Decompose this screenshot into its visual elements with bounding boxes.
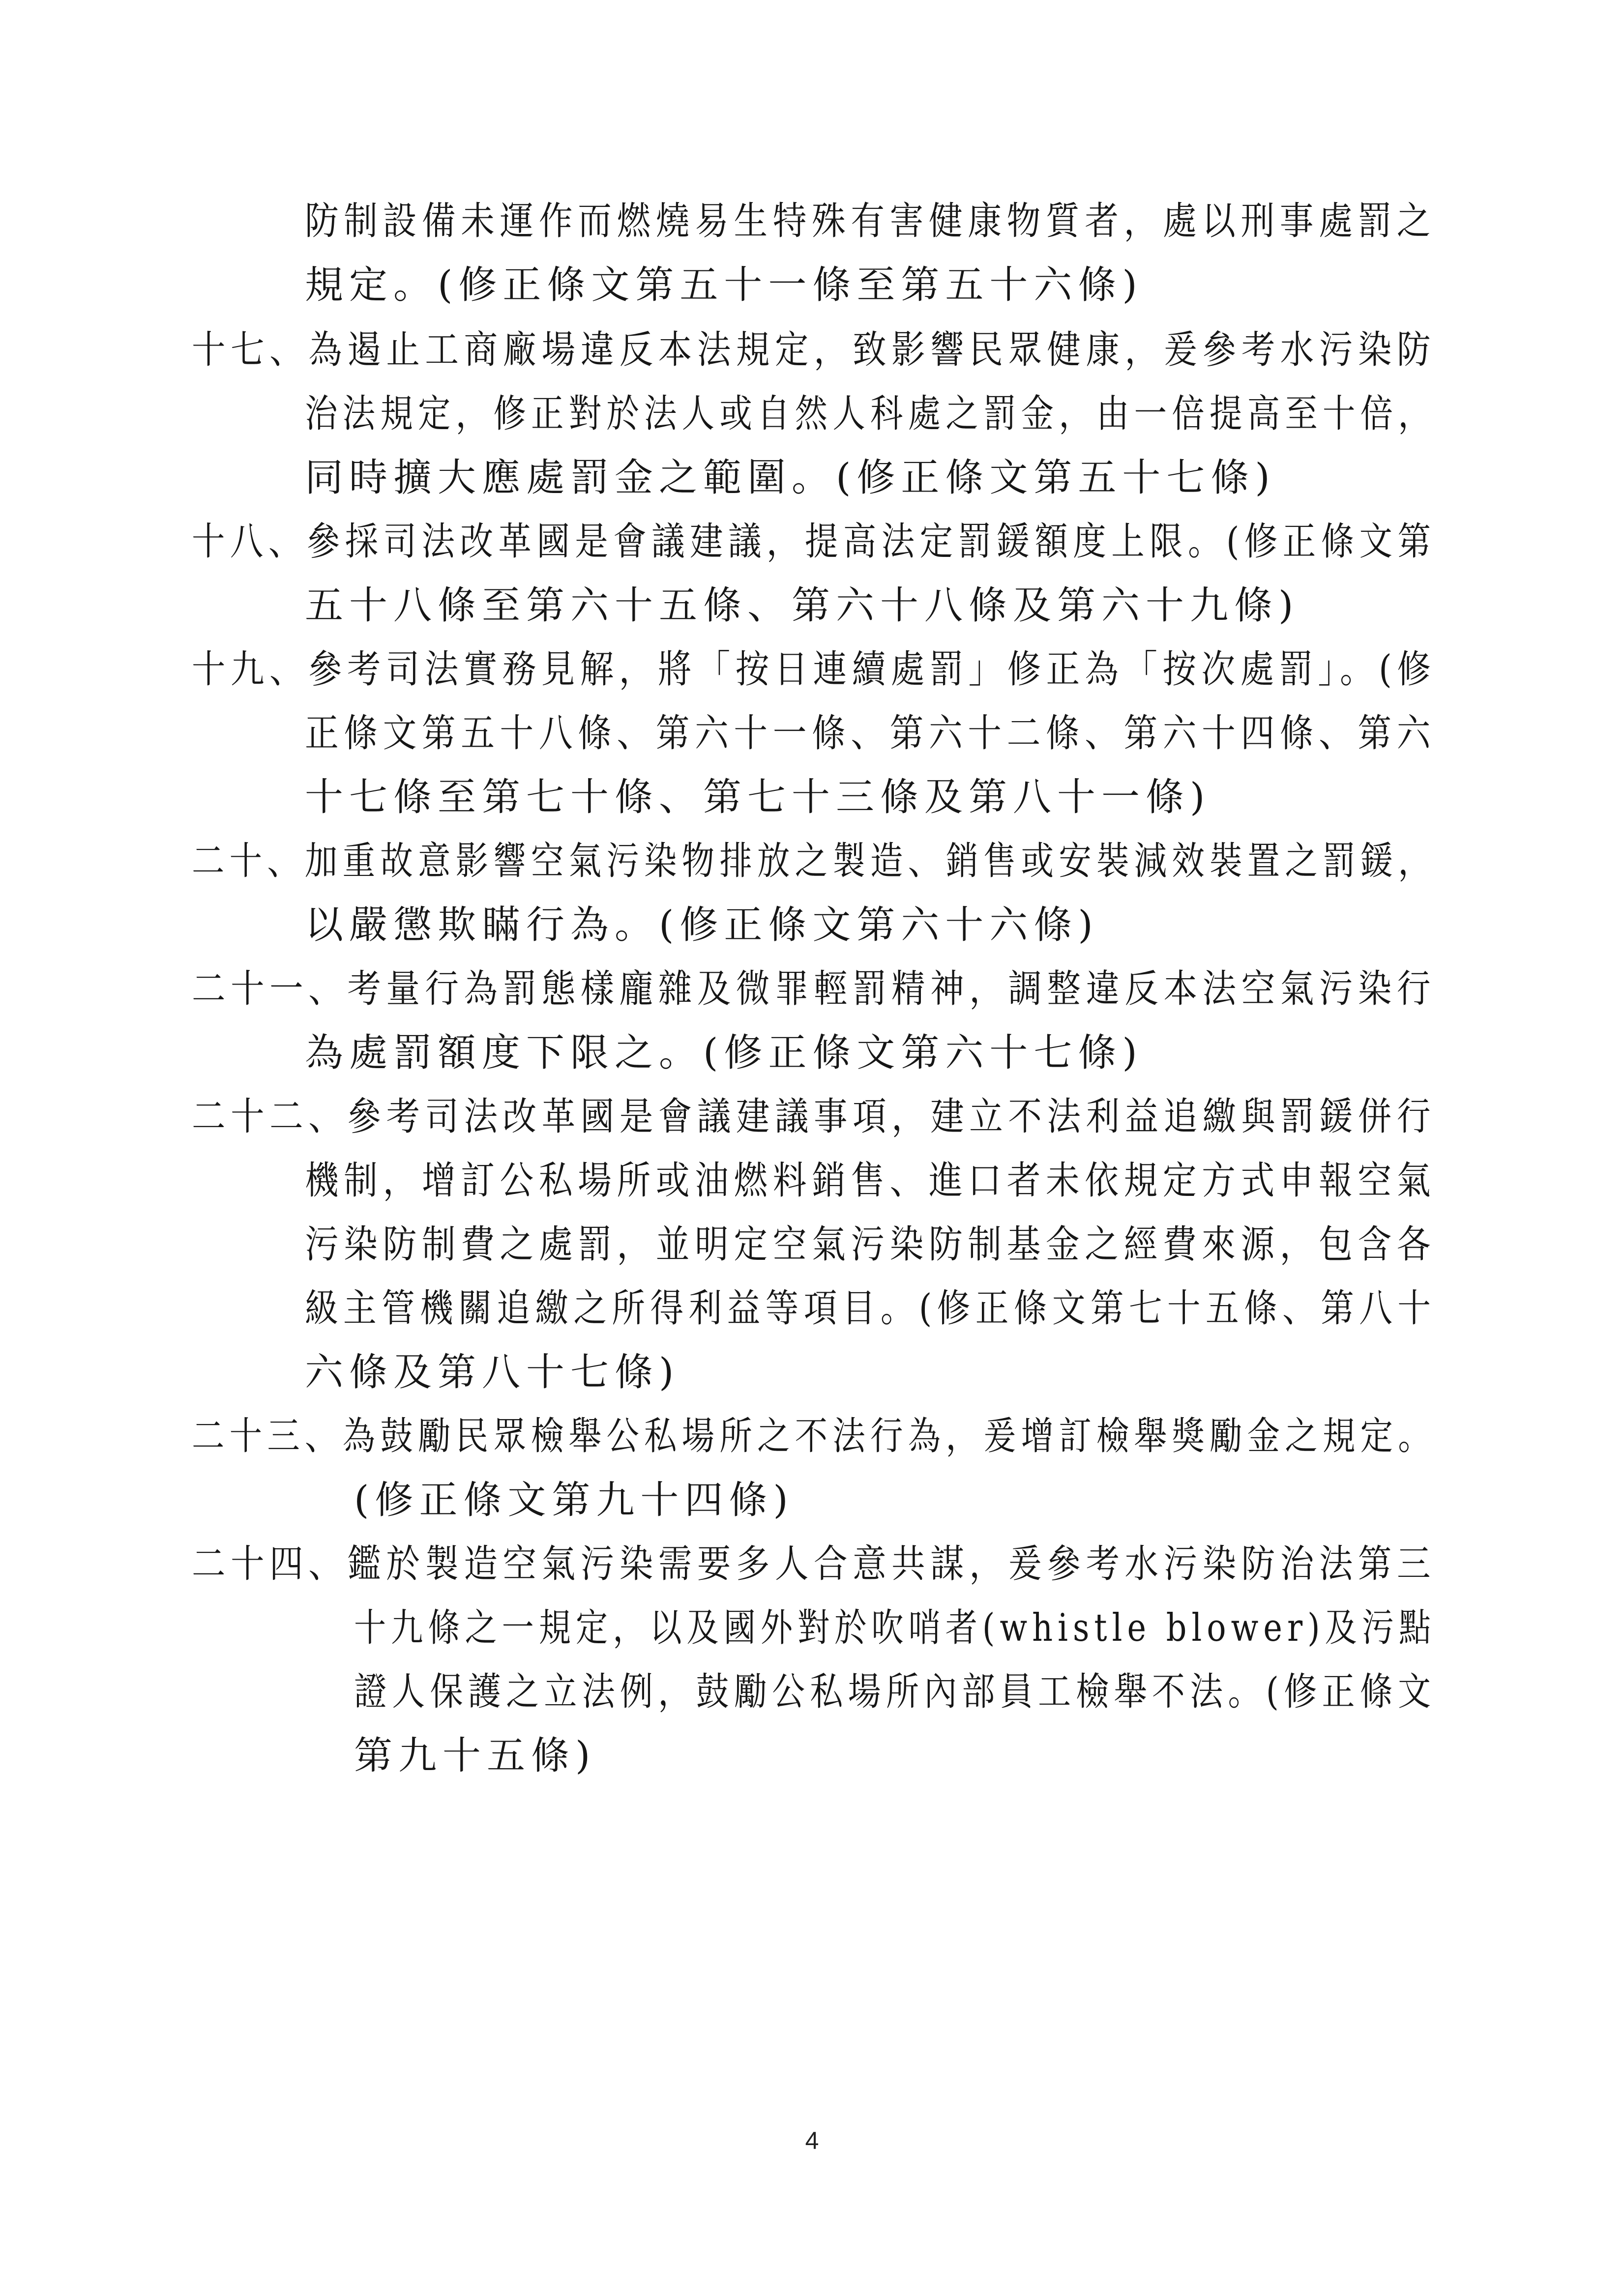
text-line: 二十一、考量行為罰態樣龐雜及微罪輕罰精神，調整違反本法空氣污染行	[192, 967, 1436, 1011]
text-line: 十九條之一規定，以及國外對於吹哨者(whistle blower)及污點	[354, 1606, 1436, 1650]
text-line: 機制，增訂公私場所或油燃料銷售、進口者未依規定方式申報空氣	[305, 1159, 1436, 1203]
text-line: 為處罰額度下限之。(修正條文第六十七條)	[305, 1031, 1143, 1075]
text-line: 同時擴大應處罰金之範圍。(修正條文第五十七條)	[305, 456, 1276, 500]
text-line: 級主管機關追繳之所得利益等項目。(修正條文第七十五條、第八十	[305, 1286, 1436, 1331]
text-line: (修正條文第九十四條)	[354, 1478, 794, 1522]
text-line: 十八、參採司法改革國是會議建議，提高法定罰鍰額度上限。(修正條文第	[192, 520, 1436, 564]
text-line: 治法規定，修正對於法人或自然人科處之罰金，由一倍提高至十倍，	[305, 392, 1436, 436]
text-line: 二十二、參考司法改革國是會議建議事項，建立不法利益追繳與罰鍰併行	[192, 1095, 1436, 1139]
text-line: 以嚴懲欺瞞行為。(修正條文第六十六條)	[305, 903, 1099, 947]
text-line: 十七、為遏止工商廠場違反本法規定，致影響民眾健康，爰參考水污染防	[192, 328, 1436, 372]
text-line: 二十、加重故意影響空氣污染物排放之製造、銷售或安裝減效裝置之罰鍰，	[192, 839, 1436, 883]
text-line: 十七條至第七十條、第七十三條及第八十一條)	[305, 775, 1211, 819]
text-line: 證人保護之立法例，鼓勵公私場所內部員工檢舉不法。(修正條文	[354, 1670, 1436, 1714]
text-line: 規定。(修正條文第五十一條至第五十六條)	[305, 263, 1143, 307]
text-line: 二十三、為鼓勵民眾檢舉公私場所之不法行為，爰增訂檢舉獎勵金之規定。	[192, 1414, 1436, 1458]
text-line: 十九、參考司法實務見解，將「按日連續處罰」修正為「按次處罰」。(修	[192, 647, 1436, 692]
text-line: 五十八條至第六十五條、第六十八條及第六十九條)	[305, 583, 1299, 628]
text-line: 第九十五條)	[354, 1734, 596, 1778]
page-number: 4	[805, 2127, 819, 2154]
text-line: 防制設備未運作而燃燒易生特殊有害健康物質者，處以刑事處罰之	[305, 199, 1436, 243]
text-line: 正條文第五十八條、第六十一條、第六十二條、第六十四條、第六	[305, 711, 1436, 756]
text-line: 污染防制費之處罰，並明定空氣污染防制基金之經費來源，包含各	[305, 1222, 1436, 1267]
text-line: 二十四、鑑於製造空氣污染需要多人合意共謀，爰參考水污染防治法第三	[192, 1542, 1436, 1586]
text-line: 六條及第八十七條)	[305, 1350, 680, 1395]
